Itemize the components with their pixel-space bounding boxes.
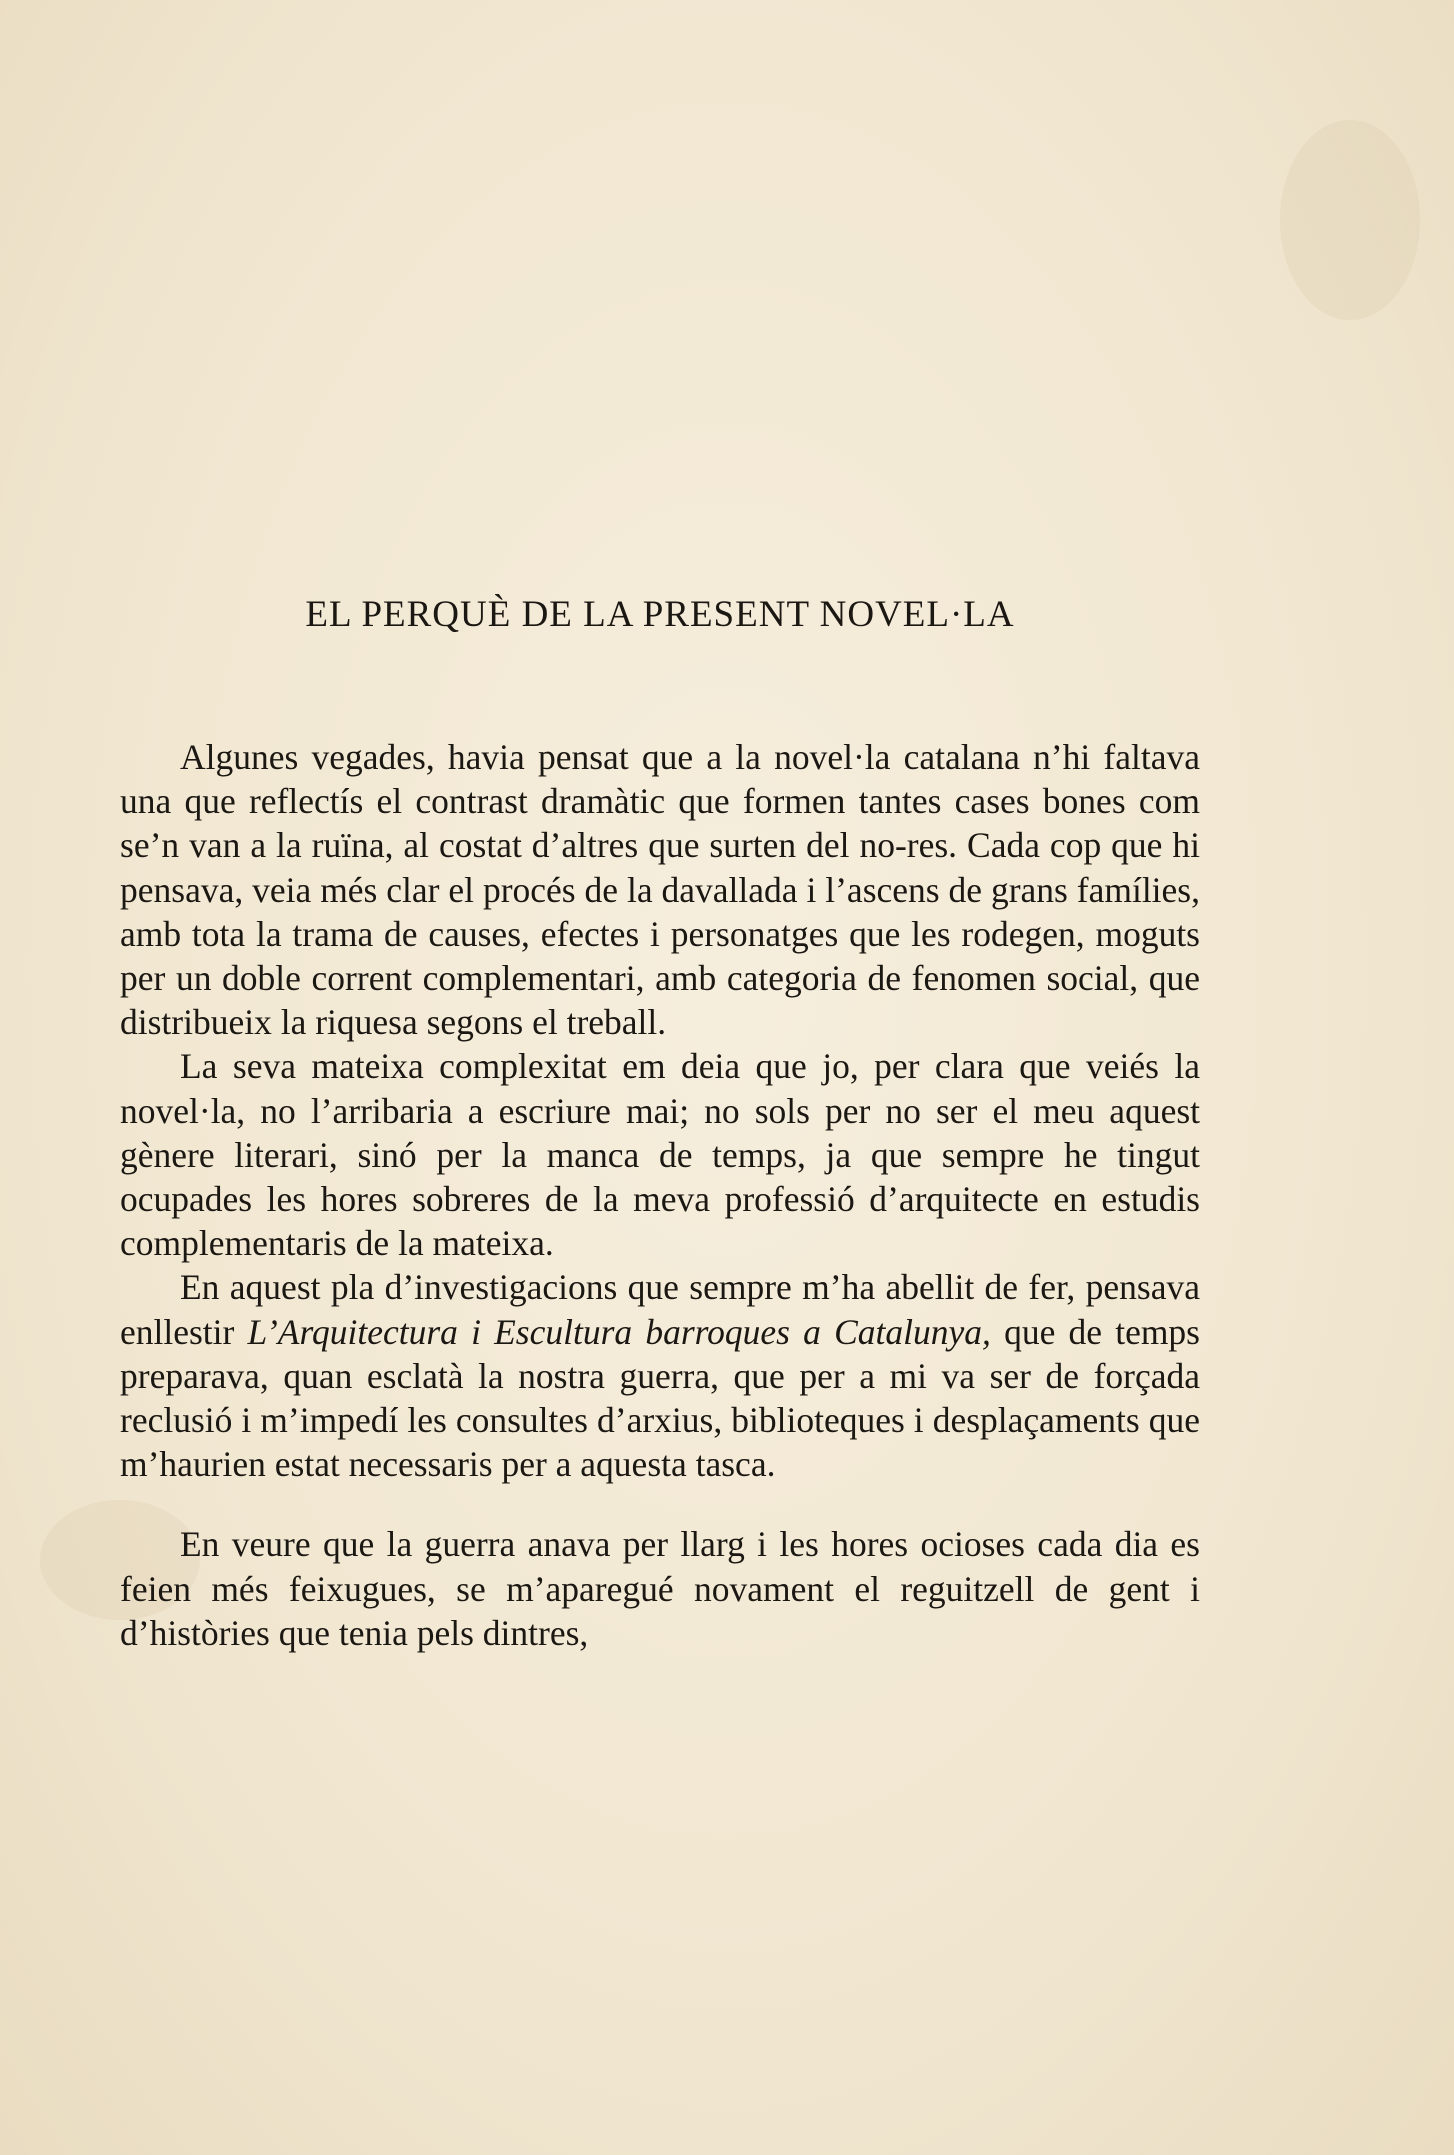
body-text [120,735,1200,1655]
chapter-title: EL PERQUÈ DE LA PRESENT NOVEL·LA [305,594,1015,635]
paragraph-2: La seva mateixa complexitat em deia que jo, per clara que veiés la novel·la, no l’arribaria a escriure mai; no sols per no ser el meu aquest gènere literari, sinó per la manca de temps, ja que sempre he tingut ocupades les hores sobreres de la meva professió d’arquitecte en estudis complementaris de la mateixa. [120,1046,1200,1264]
page-content [120,590,1200,1655]
paragraph-4: En veure que la guerra anava per llarg i les hores ocioses cada dia es feien més feixugues, se m’aparegué novament el reguitzell de gent i d’històries que tenia pels dintres, [120,1524,1200,1653]
paragraph-1: Algunes vegades, havia pensat que a la novel·la catalana n’hi faltava una que reflectís el contrast dramàtic que formen tantes cases bones com se’n van a la ruïna, al costat d’altres que surten del no-res. Cada cop que hi pensava, veia més clar el procés de la davallada i l’ascens de grans famílies, amb tota la trama de causes, efectes i personatges que les rodegen, moguts per un doble corrent complementari, amb categoria de fenomen social, que distribueix la riquesa segons el treball. [120,737,1200,1043]
paragraph-3: En aquest pla d’investigacions que sempre m’ha abellit de fer, pensava enllestir L’Arquitectura i Escultura barroques a Catalunya, que de temps preparava, quan esclatà la nostra guerra, que per a mi va ser de forçada reclusió i m’impedí les consultes d’arxius, biblioteques i desplaçaments que m’haurien estat necessaris per a aquesta tasca. [120,1267,1200,1485]
paper-stain [1280,120,1420,320]
book-title-italic: L’Arquitectura i Escultura barroques a Catalunya, [247,1311,991,1352]
